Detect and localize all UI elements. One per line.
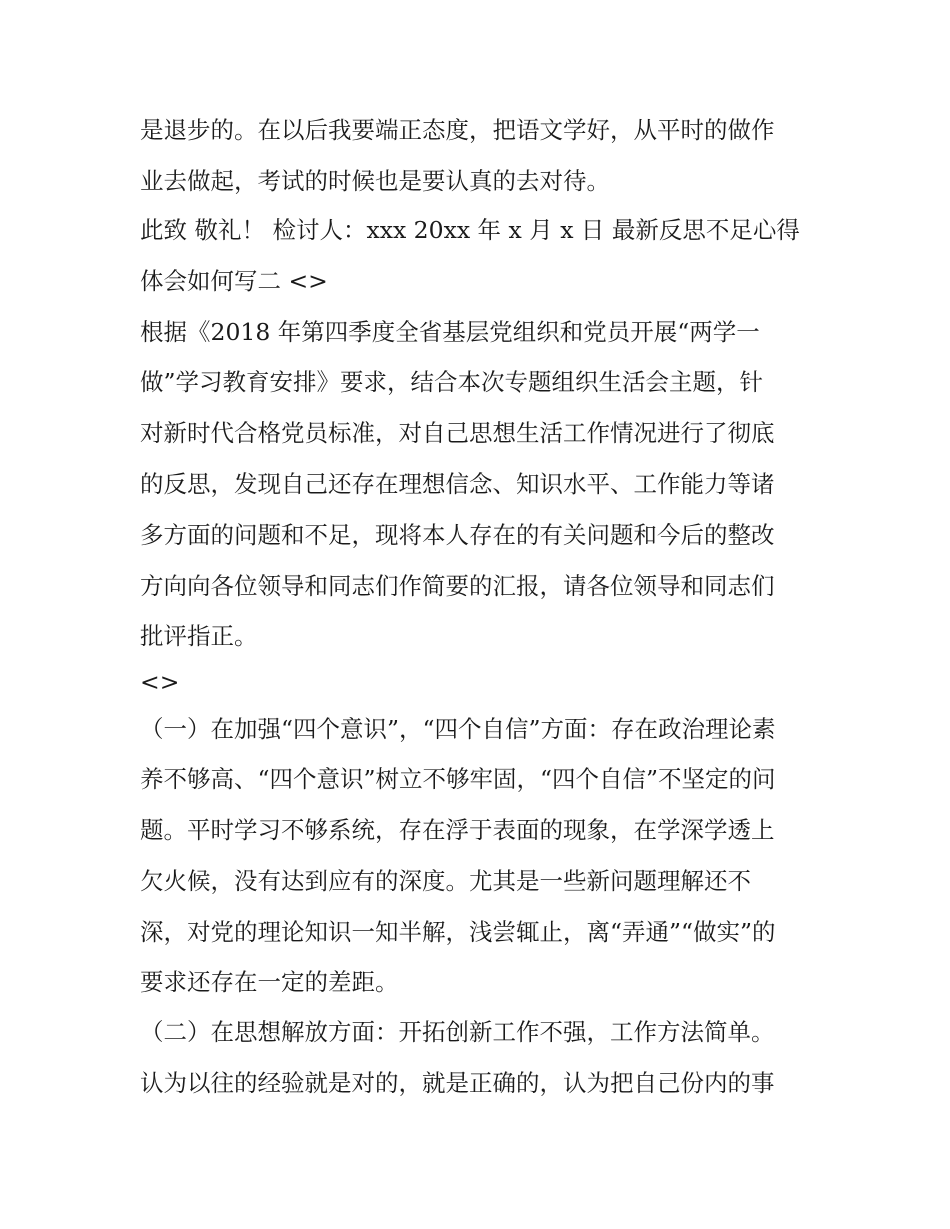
- text-line: 欠火候，没有达到应有的深度。尤其是一些新问题理解还不: [140, 867, 751, 895]
- text-line: 深，对党的理论知识一知半解，浅尝辄止，离“弄通”“做实”的: [140, 918, 776, 946]
- text-line: 批评指正。: [140, 622, 258, 650]
- text-line: 要求还存在一定的差距。: [140, 968, 399, 996]
- text-line: 做”学习教育安排》要求，结合本次专题组织生活会主题，针: [140, 368, 764, 396]
- text-line: 养不够高、“四个意识”树立不够牢固，“四个自信”不坚定的问: [140, 765, 776, 793]
- text-line: 业去做起，考试的时候也是要认真的去对待。: [140, 167, 610, 195]
- text-line: 体会如何写二 <>: [140, 267, 328, 295]
- text-line: 多方面的问题和不足，现将本人存在的有关问题和今后的整改: [140, 521, 775, 549]
- text-line: <>: [140, 668, 180, 696]
- text-line: （二）在思想解放方面：开拓创新工作不强，工作方法简单。: [140, 1018, 775, 1046]
- text-line: 是退步的。在以后我要端正态度，把语文学好，从平时的做作: [140, 116, 775, 144]
- text-line: 的反思，发现自己还存在理想信念、知识水平、工作能力等诸: [140, 470, 775, 498]
- text-line: 此致 敬礼！ 检讨人：xxx 20xx 年 x 月 x 日 最新反思不足心得: [140, 216, 800, 244]
- text-line: 认为以往的经验就是对的，就是正确的，认为把自己份内的事: [140, 1069, 775, 1097]
- text-line: 对新时代合格党员标准，对自己思想生活工作情况进行了彻底: [140, 419, 775, 447]
- text-line: 根据《2018 年第四季度全省基层党组织和党员开展“两学一: [140, 318, 760, 346]
- text-line: 方向向各位领导和同志们作简要的汇报，请各位领导和同志们: [140, 572, 775, 600]
- text-line: 题。平时学习不够系统，存在浮于表面的现象，在学深学透上: [140, 816, 775, 844]
- text-line: （一）在加强“四个意识”，“四个自信”方面：存在政治理论素: [140, 715, 776, 743]
